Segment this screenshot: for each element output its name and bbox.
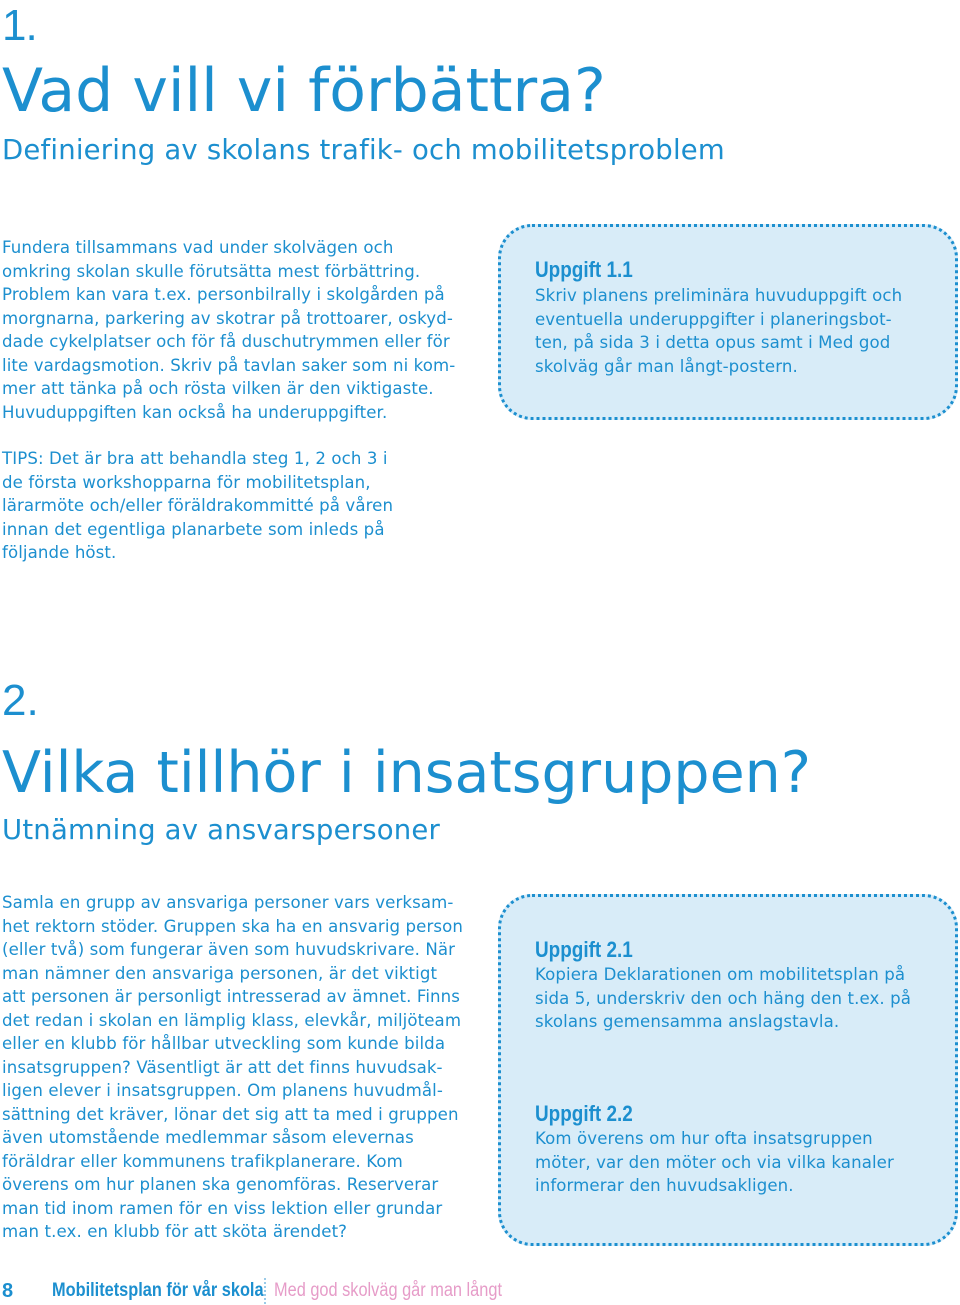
footer-title: Mobilitetsplan för vår skola (52, 1280, 264, 1301)
section-1-intro (2, 236, 462, 424)
section-2-number: 2. (2, 676, 39, 725)
task-2-1-heading: Uppgift 2.1 (535, 937, 633, 962)
task-2-1-text (535, 963, 935, 1034)
task-line: Kopiera Deklarationen om mobilitetsplan på (535, 965, 906, 984)
task-line: sida 5, underskriv den och häng den t.ex. på (535, 988, 912, 1008)
intro-line: omkring skolan skulle förutsätta mest förbättring. (2, 261, 421, 281)
section-1-subtitle: Definiering av skolans trafik- och mobilitetsproblem (2, 134, 725, 166)
intro-line: morgnarna, parkering av skotrar på trottoarer, oskyd- (2, 308, 453, 328)
intro-line: man nämner den ansvariga personen, är det viktigt (2, 963, 438, 983)
tips-line: följande höst. (2, 543, 117, 562)
task-line: eventuella underuppgifter i planeringsbot- (535, 309, 892, 329)
footer-divider (264, 1278, 266, 1304)
footer-subtitle: Med god skolväg går man långt (274, 1280, 502, 1301)
page-number: 8 (2, 1279, 14, 1302)
intro-line: insatsgruppen? Väsentligt är att det finns huvudsak- (2, 1057, 443, 1077)
tips-text: Det är bra att behandla steg 1, 2 och 3 i (43, 449, 388, 468)
intro-line: sättning det kräver, lönar det sig att ta med i gruppen (2, 1104, 459, 1124)
tips-line: lärarmöte och/eller föräldrakommitté på våren (2, 496, 394, 515)
task-1-1-text (535, 284, 935, 378)
intro-line: man tid inom ramen för en viss lektion eller grundar (2, 1198, 443, 1218)
task-line: Skriv planens preliminära huvuduppgift och (535, 286, 903, 305)
intro-line: dade cykelplatser och för få duschutrymmen eller för (2, 332, 450, 351)
intro-line: det redan i skolan en lämplig klass, elevkår, miljöteam (2, 1010, 462, 1030)
task-line: informerar den huvudsakligen. (535, 1176, 794, 1195)
intro-line: (eller två) som fungerar även som huvudskrivare. När (2, 940, 456, 959)
section-1-number: 1. (2, 1, 37, 50)
task-line: ten, på sida 3 i detta opus samt i Med god (535, 333, 891, 352)
intro-line: Problem kan vara t.ex. personbilrally i skolgården på (2, 285, 445, 304)
task-line: skolans gemensamma anslagstavla. (535, 1012, 840, 1031)
section-2-intro (2, 891, 472, 1244)
task-2-2-text (535, 1127, 935, 1198)
intro-line: Huvuduppgiften kan också ha underuppgifter. (2, 402, 388, 422)
tips-line (2, 447, 402, 471)
tips-label: TIPS: (2, 449, 44, 468)
section-2-title: Vilka tillhör i insatsgruppen? (2, 740, 812, 806)
intro-line: ligen elever i insatsgruppen. Om planens huvudmål- (2, 1081, 443, 1100)
task-2-2-heading: Uppgift 2.2 (535, 1101, 633, 1126)
section-1-title: Vad vill vi förbättra? (2, 56, 606, 126)
task-1-1-heading: Uppgift 1.1 (535, 257, 633, 282)
tips-line: innan det egentliga planarbete som inleds på (2, 519, 385, 539)
intro-line: eller en klubb för hållbar utveckling som kunde bilda (2, 1034, 446, 1053)
intro-line: man t.ex. en klubb för att sköta ärendet? (2, 1222, 348, 1241)
page-footer (2, 1277, 539, 1305)
intro-line: föräldrar eller kommunens trafikplanerare. Kom (2, 1151, 403, 1171)
intro-line: även utomstående medlemmar såsom elevernas (2, 1128, 414, 1147)
tips-block (2, 447, 402, 565)
task-line: Kom överens om hur ofta insatsgruppen (535, 1129, 873, 1148)
intro-line: överens om hur planen ska genomföras. Reserverar (2, 1175, 439, 1194)
intro-line: mer att tänka på och rösta vilken är den viktigaste. (2, 379, 434, 398)
tips-line: de första workshopparna för mobilitetsplan, (2, 472, 371, 492)
task-line: skolväg går man långt-postern. (535, 356, 798, 376)
section-2-subtitle: Utnämning av ansvarspersoner (2, 814, 440, 846)
intro-line: att personen är personligt intresserad av ämnet. Finns (2, 987, 461, 1006)
intro-line: het rektorn stöder. Gruppen ska ha en ansvarig person (2, 916, 464, 936)
task-line: möter, var den möter och via vilka kanaler (535, 1152, 894, 1172)
intro-line: Samla en grupp av ansvariga personer vars verksam- (2, 893, 454, 912)
intro-line: Fundera tillsammans vad under skolvägen och (2, 238, 394, 257)
intro-line: lite vardagsmotion. Skriv på tavlan saker som ni kom- (2, 355, 456, 375)
